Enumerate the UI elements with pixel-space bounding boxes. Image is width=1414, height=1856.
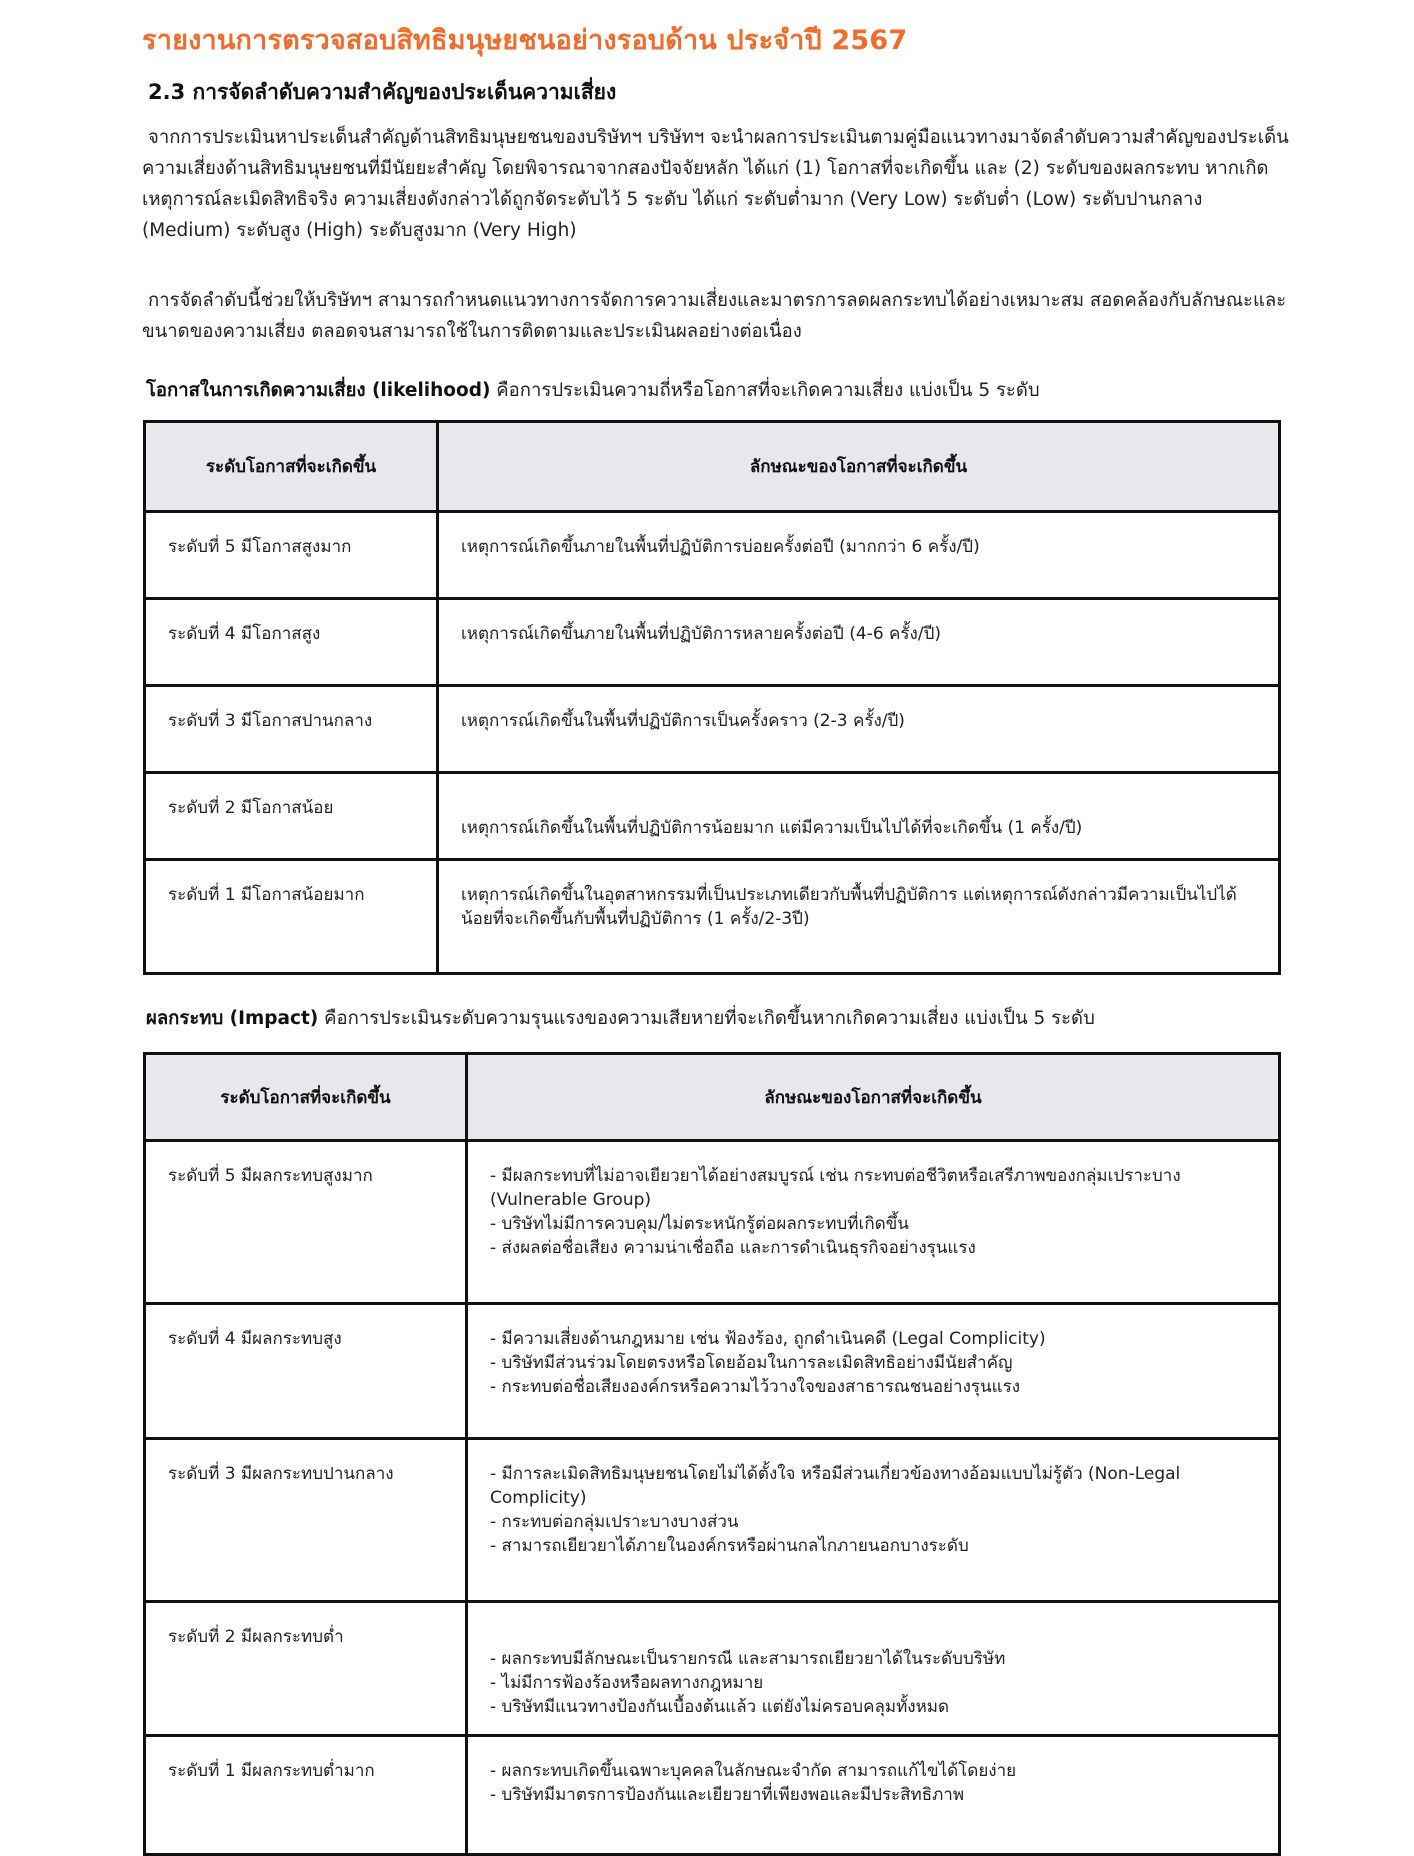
level-cell: ระดับที่ 2 มีโอกาสน้อย bbox=[145, 773, 438, 860]
bullet-item: - ส่งผลต่อชื่อเสียง ความน่าเชื่อถือ และการดำเนินธุรกิจอย่างรุนแรง bbox=[490, 1238, 976, 1258]
level-cell: ระดับที่ 4 มีผลกระทบสูง bbox=[145, 1304, 467, 1439]
column-header-level: ระดับโอกาสที่จะเกิดขึ้น bbox=[145, 422, 438, 512]
prioritization-paragraph bbox=[142, 285, 1292, 347]
bullet-item: - มีการละเมิดสิทธิมนุษยชนโดยไม่ได้ตั้งใจ หรือมีส่วนเกี่ยวข้องทางอ้อมแบบไม่รู้ตัว (Non-Legal Complicity) bbox=[490, 1464, 1181, 1508]
bullet-item: - บริษัทมีมาตรการป้องกันและเยียวยาที่เพียงพอและมีประสิทธิภาพ bbox=[490, 1785, 965, 1805]
level-cell: ระดับที่ 2 มีผลกระทบต่ำ bbox=[145, 1602, 467, 1736]
impact-caption-term: ผลกระทบ (Impact) bbox=[146, 1008, 319, 1029]
report-title: รายงานการตรวจสอบสิทธิมนุษยชนอย่างรอบด้าน ประจำปี 2567 bbox=[142, 25, 908, 56]
level-cell: ระดับที่ 1 มีผลกระทบต่ำมาก bbox=[145, 1736, 467, 1855]
level-cell: ระดับที่ 4 มีโอกาสสูง bbox=[145, 599, 438, 686]
intro-paragraph-text: จากการประเมินหาประเด็นสำคัญด้านสิทธิมนุษยชนของบริษัทฯ บริษัทฯ จะนำผลการประเมินตามคู่มือแนวทางมาจัดลำดับความสำคัญของประเด็นความเสี่ยงด้านสิทธิมนุษยชนที่มีนัยยะสำคัญ โดยพิจารณาจากสองปัจจัยหลัก ได้แก่ (1) โอกาสที่จะเกิดขึ้น และ (2) ระดับของผลกระทบ หากเกิดเหตุการณ์ละเมิดสิทธิจริง ความเสี่ยงดังกล่าวได้ถูกจัดระดับไว้ 5 ระดับ ได้แก่ ระดับต่ำมาก (Very Low) ระดับต่ำ (Low) ระดับปานกลาง (Medium) ระดับสูง (High) ระดับสูงมาก (Very High) bbox=[142, 127, 1289, 241]
impact-table bbox=[143, 1052, 1281, 1856]
description-cell: เหตุการณ์เกิดขึ้นในอุตสาหกรรมที่เป็นประเภทเดียวกับพื้นที่ปฏิบัติการ แต่เหตุการณ์ดังกล่าวมีความเป็นไปได้น้อยที่จะเกิดขึ้นกับพื้นที่ปฏิบัติการ (1 ครั้ง/2-3ปี) bbox=[438, 860, 1280, 974]
level-cell: ระดับที่ 3 มีโอกาสปานกลาง bbox=[145, 686, 438, 773]
section-heading: 2.3 การจัดลำดับความสำคัญของประเด็นความเสี่ยง bbox=[148, 80, 617, 104]
bullet-item: - ไม่มีการฟ้องร้องหรือผลทางกฎหมาย bbox=[490, 1673, 764, 1693]
column-header-description: ลักษณะของโอกาสที่จะเกิดขึ้น bbox=[467, 1054, 1280, 1141]
description-cell bbox=[467, 1736, 1280, 1855]
bullet-item: - สามารถเยียวยาได้ภายในองค์กรหรือผ่านกลไกภายนอกบางระดับ bbox=[490, 1536, 969, 1556]
level-cell: ระดับที่ 1 มีโอกาสน้อยมาก bbox=[145, 860, 438, 974]
table-header-row bbox=[145, 1054, 1280, 1141]
description-cell bbox=[467, 1141, 1280, 1304]
description-cell bbox=[467, 1439, 1280, 1602]
description-cell bbox=[467, 1602, 1280, 1736]
table-row bbox=[145, 860, 1280, 974]
bullet-item: - มีผลกระทบที่ไม่อาจเยียวยาได้อย่างสมบูรณ์ เช่น กระทบต่อชีวิตหรือเสรีภาพของกลุ่มเปราะบาง (Vulnerable Group) bbox=[490, 1166, 1181, 1210]
likelihood-caption bbox=[146, 376, 1040, 405]
table-row bbox=[145, 599, 1280, 686]
bullet-item: - บริษัทมีส่วนร่วมโดยตรงหรือโดยอ้อมในการละเมิดสิทธิอย่างมีนัยสำคัญ bbox=[490, 1353, 1013, 1373]
likelihood-table bbox=[143, 420, 1281, 975]
table-row bbox=[145, 1304, 1280, 1439]
table-row bbox=[145, 686, 1280, 773]
bullet-item: - บริษัทมีแนวทางป้องกันเบื้องต้นแล้ว แต่ยังไม่ครอบคลุมทั้งหมด bbox=[490, 1697, 950, 1717]
level-cell: ระดับที่ 3 มีผลกระทบปานกลาง bbox=[145, 1439, 467, 1602]
intro-paragraph bbox=[142, 122, 1292, 246]
bullet-item: - มีความเสี่ยงด้านกฎหมาย เช่น ฟ้องร้อง, ถูกดำเนินคดี (Legal Complicity) bbox=[490, 1329, 1046, 1349]
bullet-item: - กระทบต่อชื่อเสียงองค์กรหรือความไว้วางใจของสาธารณชนอย่างรุนแรง bbox=[490, 1377, 1021, 1397]
bullet-item: - บริษัทไม่มีการควบคุม/ไม่ตระหนักรู้ต่อผลกระทบที่เกิดขึ้น bbox=[490, 1214, 909, 1234]
description-cell: เหตุการณ์เกิดขึ้นภายในพื้นที่ปฏิบัติการบ่อยครั้งต่อปี (มากกว่า 6 ครั้ง/ปี) bbox=[438, 512, 1280, 599]
column-header-level: ระดับโอกาสที่จะเกิดขึ้น bbox=[145, 1054, 467, 1141]
likelihood-caption-definition: คือการประเมินความถี่หรือโอกาสที่จะเกิดความเสี่ยง แบ่งเป็น 5 ระดับ bbox=[490, 380, 1040, 401]
level-cell: ระดับที่ 5 มีผลกระทบสูงมาก bbox=[145, 1141, 467, 1304]
table-row bbox=[145, 773, 1280, 860]
table-row bbox=[145, 1439, 1280, 1602]
bullet-item: - ผลกระทบมีลักษณะเป็นรายกรณี และสามารถเยียวยาได้ในระดับบริษัท bbox=[490, 1649, 1006, 1669]
table-header-row bbox=[145, 422, 1280, 512]
column-header-description: ลักษณะของโอกาสที่จะเกิดขึ้น bbox=[438, 422, 1280, 512]
bullet-item: - ผลกระทบเกิดขึ้นเฉพาะบุคคลในลักษณะจำกัด สามารถแก้ไขได้โดยง่าย bbox=[490, 1761, 1017, 1781]
bullet-item: - กระทบต่อกลุ่มเปราะบางบางส่วน bbox=[490, 1512, 739, 1532]
description-cell: เหตุการณ์เกิดขึ้นในพื้นที่ปฏิบัติการน้อยมาก แต่มีความเป็นไปได้ที่จะเกิดขึ้น (1 ครั้ง/ปี) bbox=[438, 773, 1280, 860]
table-row bbox=[145, 1602, 1280, 1736]
prioritization-paragraph-text: การจัดลำดับนี้ช่วยให้บริษัทฯ สามารถกำหนดแนวทางการจัดการความเสี่ยงและมาตรการลดผลกระทบได้อย่างเหมาะสม สอดคล้องกับลักษณะและขนาดของความเสี่ยง ตลอดจนสามารถใช้ในการติดตามและประเมินผลอย่างต่อเนื่อง bbox=[142, 290, 1287, 342]
table-row bbox=[145, 512, 1280, 599]
likelihood-caption-term: โอกาสในการเกิดความเสี่ยง (likelihood) bbox=[146, 380, 491, 401]
impact-caption bbox=[146, 1004, 1095, 1033]
description-cell: เหตุการณ์เกิดขึ้นภายในพื้นที่ปฏิบัติการหลายครั้งต่อปี (4-6 ครั้ง/ปี) bbox=[438, 599, 1280, 686]
impact-caption-definition: คือการประเมินระดับความรุนแรงของความเสียหายที่จะเกิดขึ้นหากเกิดความเสี่ยง แบ่งเป็น 5 ระดับ bbox=[318, 1008, 1095, 1029]
description-cell bbox=[467, 1304, 1280, 1439]
level-cell: ระดับที่ 5 มีโอกาสสูงมาก bbox=[145, 512, 438, 599]
table-row bbox=[145, 1141, 1280, 1304]
description-cell: เหตุการณ์เกิดขึ้นในพื้นที่ปฏิบัติการเป็นครั้งคราว (2-3 ครั้ง/ปี) bbox=[438, 686, 1280, 773]
table-row bbox=[145, 1736, 1280, 1855]
